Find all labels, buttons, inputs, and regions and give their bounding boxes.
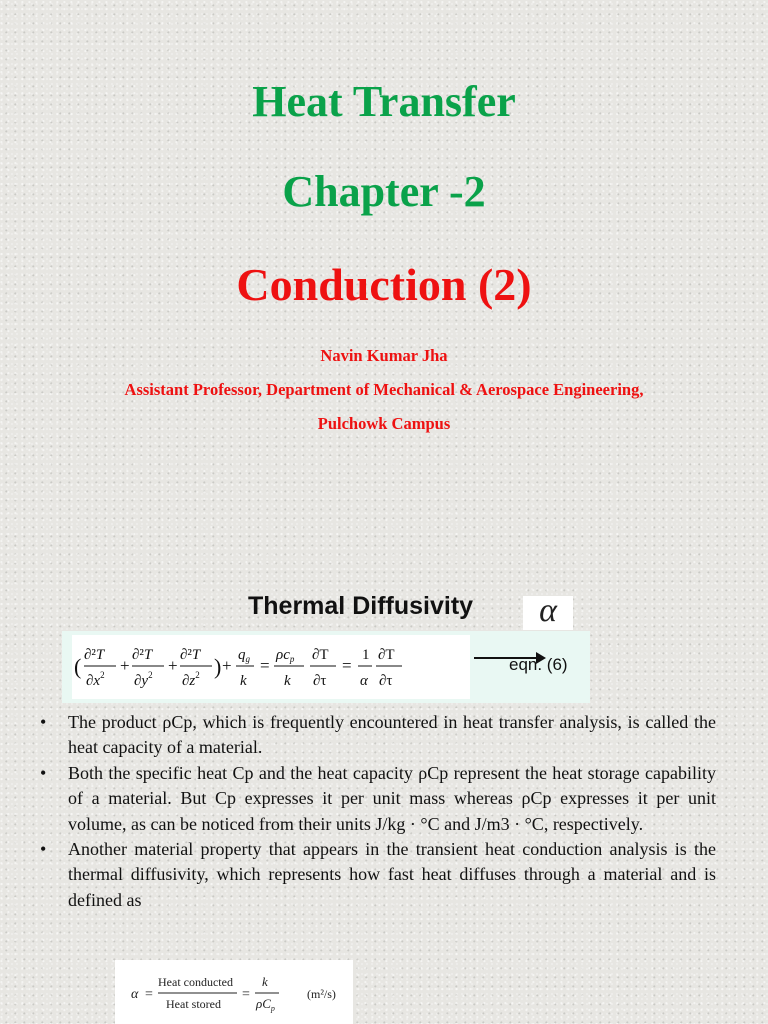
svg-text:=: =	[260, 656, 270, 675]
eq-dtau: ∂τ	[313, 673, 327, 689]
bullet-item-heat-capacity: • The product ρCp, which is frequently encountered in heat transfer analysis, is called the heat capacity of a material.	[40, 712, 716, 758]
heat-equation-formula	[72, 635, 470, 699]
eq-d2t-2-den: $\partial y^2$	[134, 670, 153, 689]
equation-number: eqn. (6)	[509, 655, 568, 674]
alpha-symbol-image: α	[523, 596, 573, 630]
bullet-marker: •	[40, 712, 47, 732]
eq-d2t-1-den: $\partial x^2$	[86, 670, 105, 689]
title-heat-transfer: Heat Transfer	[252, 77, 516, 126]
author-position: Assistant Professor, Department of Mechanical & Aerospace Engineering,	[124, 380, 644, 399]
title-conduction: Conduction (2)	[236, 259, 532, 310]
svg-text:=: =	[242, 987, 250, 1002]
svg-text:+: +	[168, 656, 178, 675]
eq-d2t-2-num: ∂²T	[132, 647, 153, 663]
title-chapter: Chapter -2	[282, 167, 486, 216]
formula-alpha: α	[131, 987, 139, 1002]
eq-alpha: α	[360, 673, 368, 689]
thermal-diffusivity-heading: Thermal Diffusivity	[248, 592, 474, 620]
svg-text:+: +	[222, 656, 232, 675]
formula-k: k	[262, 974, 268, 989]
eq-k1: k	[240, 673, 247, 689]
eq-one: 1	[362, 647, 370, 663]
eq-dtau2: ∂τ	[379, 673, 393, 689]
eq-d2t-3-num: ∂²T	[180, 647, 201, 663]
bullet-marker: •	[40, 762, 47, 783]
eq-open-paren: (	[74, 654, 82, 679]
eq-d2t-1-num: ∂²T	[84, 647, 105, 663]
heat-equation-image	[62, 631, 590, 703]
eq-dt2: ∂T	[378, 647, 395, 663]
diffusivity-formula-image	[115, 960, 353, 1024]
formula-den-text: Heat stored	[166, 997, 221, 1011]
eq-d2t-3-den: $\partial z^2$	[182, 670, 200, 689]
svg-text:=: =	[342, 656, 352, 675]
eq-close-paren: )	[214, 654, 222, 679]
eq-k2: k	[284, 673, 291, 689]
author-campus: Pulchowk Campus	[317, 414, 451, 433]
bullet-list	[34, 710, 716, 913]
bullet-marker: •	[40, 839, 47, 860]
svg-text:=: =	[145, 987, 153, 1002]
eq-dt: ∂T	[312, 647, 329, 663]
bullet-item-thermal-diffusivity: • Another material property that appears in the transient heat conduction analysis is the thermal diffusivity, which represents how fast heat diffuses through a material and is defined as	[40, 839, 716, 910]
eq-rho-cp: $\rho c_p$	[276, 647, 295, 664]
formula-units: (m²/s)	[307, 987, 336, 1001]
eq-qg: $q_g$	[238, 647, 250, 664]
formula-num-text: Heat conducted	[158, 975, 233, 989]
author-name: Navin Kumar Jha	[320, 346, 448, 365]
bullet-item-storage-capability: • Both the specific heat Cp and the heat capacity ρCp represent the heat storage capability of a material. But Cp expresses it per unit mass whereas ρCp expresses it per unit volume, as can be noticed from their units J/kg · °C and J/m3 · °C, respectively.	[40, 762, 716, 834]
formula-rho-cp: $\rho C_p$	[256, 996, 275, 1013]
svg-text:+: +	[120, 656, 130, 675]
